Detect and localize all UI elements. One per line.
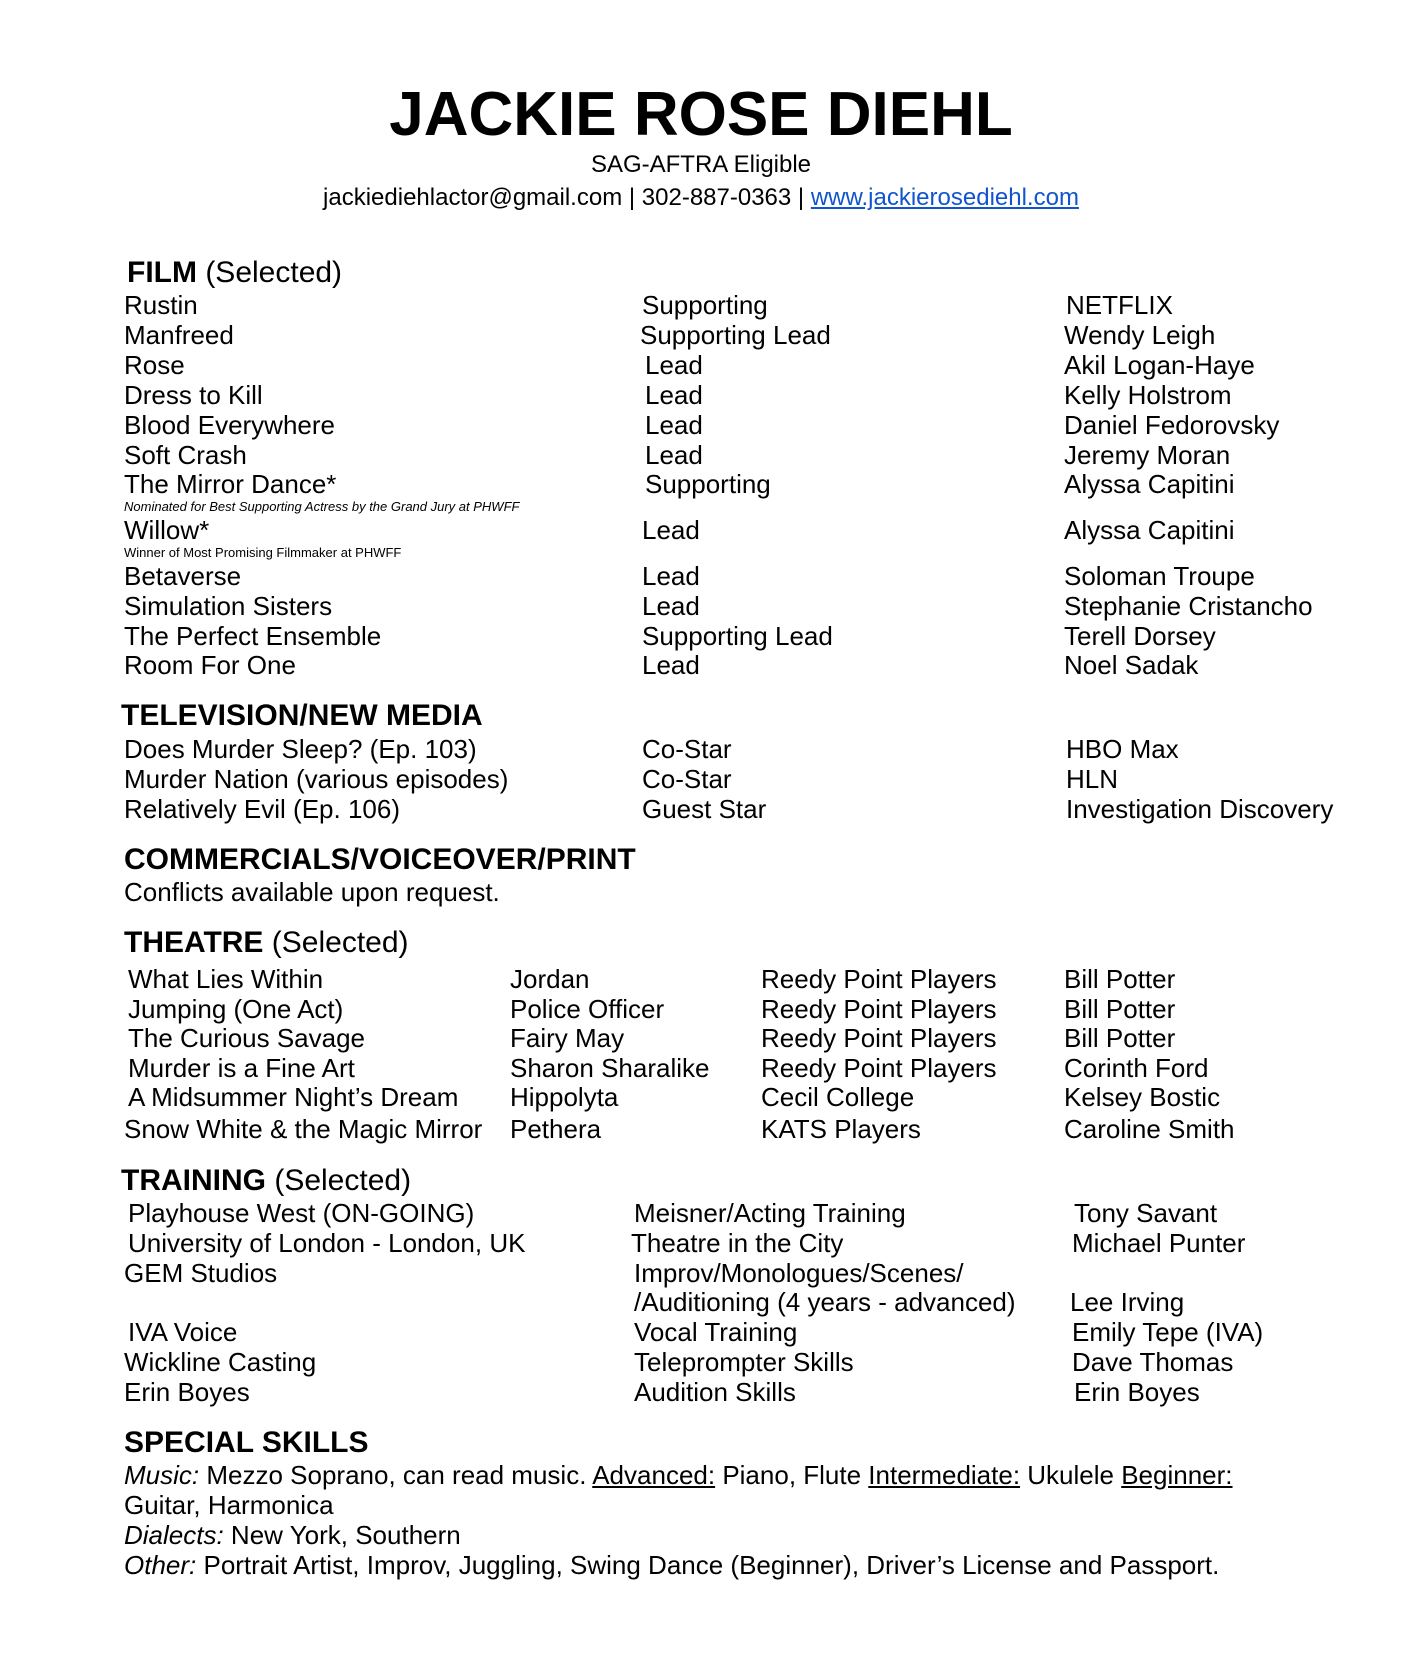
beginner-label: Beginner: [1121, 1460, 1233, 1490]
training-focus-cell: Theatre in the City [631, 1228, 844, 1258]
theatre-director-cell: Caroline Smith [1064, 1114, 1235, 1144]
training-teacher-cell: Lee Irving [1070, 1287, 1185, 1317]
film-director-cell: Terell Dorsey [1064, 621, 1216, 651]
skills-heading: SPECIAL SKILLS [124, 1426, 369, 1459]
training-focus-cell: Meisner/Acting Training [634, 1198, 906, 1228]
commercials-text: Conflicts available upon request. [124, 877, 500, 907]
training-teacher-cell: Emily Tepe (IVA) [1072, 1317, 1264, 1347]
theatre-title: THEATRE [124, 926, 264, 959]
theatre-director-cell: Corinth Ford [1064, 1053, 1209, 1083]
dialects-label: Dialects: [124, 1520, 224, 1550]
film-title-cell: The Mirror Dance* [124, 469, 337, 499]
tv-role-cell: Guest Star [642, 794, 767, 824]
film-director-cell: Wendy Leigh [1064, 320, 1216, 350]
film-director-cell: Stephanie Cristancho [1064, 591, 1313, 621]
theatre-role-cell: Fairy May [510, 1023, 625, 1053]
tv-network-cell: HLN [1066, 764, 1119, 794]
film-role-cell: Lead [645, 350, 703, 380]
music-label: Music: [124, 1460, 200, 1490]
theatre-director-cell: Bill Potter [1064, 994, 1176, 1024]
film-title-cell: The Perfect Ensemble [124, 621, 382, 651]
training-teacher-cell: Erin Boyes [1074, 1377, 1200, 1407]
film-role-cell: Lead [645, 440, 703, 470]
training-school-cell: Wickline Casting [124, 1347, 317, 1377]
tv-title-cell: Relatively Evil (Ep. 106) [124, 794, 400, 824]
website-link[interactable]: www.jackierosediehl.com [810, 184, 1079, 211]
theatre-company-cell: KATS Players [761, 1114, 921, 1144]
film-role-cell: Lead [645, 410, 703, 440]
award-note: Winner of Most Promising Filmmaker at PHWFF [124, 545, 402, 560]
film-director-cell: Noel Sadak [1064, 650, 1199, 680]
other-text: Portrait Artist, Improv, Juggling, Swing Dance (Beginner), Driver’s License and Passport. [196, 1550, 1220, 1580]
resume-name: JACKIE ROSE DIEHL [389, 80, 1013, 149]
beginner-text: Guitar, Harmonica [124, 1490, 334, 1520]
theatre-title-cell: Jumping (One Act) [128, 994, 344, 1024]
theatre-qualifier: (Selected) [263, 926, 409, 959]
film-title-cell: Rustin [124, 290, 198, 320]
film-title-cell: Room For One [124, 650, 296, 680]
commercials-heading: COMMERCIALS/VOICEOVER/PRINT [124, 843, 636, 876]
theatre-role-cell: Police Officer [510, 994, 665, 1024]
film-qualifier: (Selected) [196, 256, 343, 289]
intermediate-label: Intermediate: [868, 1460, 1021, 1490]
skills-dialects [124, 1520, 461, 1550]
theatre-director-cell: Kelsey Bostic [1064, 1082, 1221, 1112]
training-focus-cell: Teleprompter Skills [634, 1347, 854, 1377]
training-focus-cell: Vocal Training [634, 1317, 798, 1347]
theatre-director-cell: Bill Potter [1064, 1023, 1176, 1053]
training-focus-cell: Audition Skills [634, 1377, 796, 1407]
film-role-cell: Supporting [642, 290, 768, 320]
film-role-cell: Lead [645, 380, 703, 410]
union-status: SAG-AFTRA Eligible [590, 151, 812, 178]
film-role-cell: Lead [642, 561, 700, 591]
training-title: TRAINING [121, 1164, 266, 1197]
tv-network-cell: HBO Max [1066, 734, 1179, 764]
film-role-cell: Supporting [645, 469, 771, 499]
theatre-company-cell: Reedy Point Players [761, 994, 997, 1024]
film-title-cell: Blood Everywhere [124, 410, 335, 440]
film-director-cell: Akil Logan-Haye [1064, 350, 1255, 380]
film-director-cell: NETFLIX [1066, 290, 1173, 320]
television-heading: TELEVISION/NEW MEDIA [121, 699, 483, 732]
tv-title-cell: Murder Nation (various episodes) [124, 764, 509, 794]
film-title-cell: Willow* [124, 515, 210, 545]
training-teacher-cell: Michael Punter [1072, 1228, 1246, 1258]
training-heading [121, 1164, 411, 1198]
training-school-cell: GEM Studios [124, 1258, 278, 1288]
film-title-cell: Rose [124, 350, 185, 380]
film-director-cell: Jeremy Moran [1064, 440, 1231, 470]
theatre-company-cell: Reedy Point Players [761, 964, 997, 994]
theatre-role-cell: Jordan [510, 964, 590, 994]
film-title-cell: Manfreed [124, 320, 234, 350]
intermediate-text: Ukulele [1020, 1460, 1122, 1490]
training-school-cell: Playhouse West (ON-GOING) [128, 1198, 475, 1228]
film-role-cell: Supporting Lead [642, 621, 833, 651]
tv-role-cell: Co-Star [642, 734, 732, 764]
skills-other [124, 1550, 1219, 1580]
film-title-cell: Betaverse [124, 561, 242, 591]
tv-role-cell: Co-Star [642, 764, 732, 794]
film-title-cell: Soft Crash [124, 440, 247, 470]
theatre-role-cell: Pethera [510, 1114, 602, 1144]
film-heading [127, 256, 342, 290]
training-focus-cell: Improv/Monologues/Scenes/ [634, 1258, 964, 1288]
contact-line [0, 183, 1402, 213]
advanced-label: Advanced: [592, 1460, 716, 1490]
separator: | [791, 184, 811, 211]
film-role-cell: Lead [642, 515, 700, 545]
film-title: FILM [127, 256, 197, 289]
film-title-cell: Simulation Sisters [124, 591, 333, 621]
film-role-cell: Lead [642, 591, 700, 621]
theatre-title-cell: Murder is a Fine Art [128, 1053, 355, 1083]
training-qualifier: (Selected) [266, 1164, 412, 1197]
award-note: Nominated for Best Supporting Actress by the Grand Jury at PHWFF [124, 499, 520, 514]
film-role-cell: Lead [642, 650, 700, 680]
separator: | [622, 184, 642, 211]
music-text: Mezzo Soprano, can read music. [199, 1460, 593, 1490]
skills-music [124, 1460, 1304, 1520]
film-role-cell: Supporting Lead [640, 320, 831, 350]
tv-title-cell: Does Murder Sleep? (Ep. 103) [124, 734, 477, 764]
film-title-cell: Dress to Kill [124, 380, 263, 410]
theatre-company-cell: Reedy Point Players [761, 1053, 997, 1083]
theatre-company-cell: Reedy Point Players [761, 1023, 997, 1053]
training-school-cell: Erin Boyes [124, 1377, 250, 1407]
training-teacher-cell: Tony Savant [1074, 1198, 1218, 1228]
film-director-cell: Alyssa Capitini [1064, 515, 1235, 545]
dialects-text: New York, Southern [223, 1520, 461, 1550]
theatre-title-cell: What Lies Within [128, 964, 324, 994]
training-school-cell: IVA Voice [128, 1317, 238, 1347]
tv-network-cell: Investigation Discovery [1066, 794, 1334, 824]
theatre-role-cell: Sharon Sharalike [510, 1053, 710, 1083]
theatre-title-cell: Snow White & the Magic Mirror [124, 1114, 483, 1144]
theatre-heading [124, 926, 409, 960]
training-teacher-cell: Dave Thomas [1072, 1347, 1234, 1377]
film-director-cell: Daniel Fedorovsky [1064, 410, 1280, 440]
theatre-company-cell: Cecil College [761, 1082, 915, 1112]
film-director-cell: Soloman Troupe [1064, 561, 1255, 591]
theatre-title-cell: The Curious Savage [128, 1023, 366, 1053]
theatre-title-cell: A Midsummer Night’s Dream [128, 1082, 459, 1112]
theatre-role-cell: Hippolyta [510, 1082, 619, 1112]
phone: 302-887-0363 [641, 184, 792, 211]
training-focus-cell-continued: /Auditioning (4 years - advanced) [634, 1287, 1016, 1317]
film-director-cell: Kelly Holstrom [1064, 380, 1232, 410]
other-label: Other: [124, 1550, 197, 1580]
theatre-director-cell: Bill Potter [1064, 964, 1176, 994]
film-director-cell: Alyssa Capitini [1064, 469, 1235, 499]
advanced-text: Piano, Flute [715, 1460, 869, 1490]
training-school-cell: University of London - London, UK [128, 1228, 526, 1258]
email[interactable]: jackiediehlactor@gmail.com [323, 184, 623, 211]
